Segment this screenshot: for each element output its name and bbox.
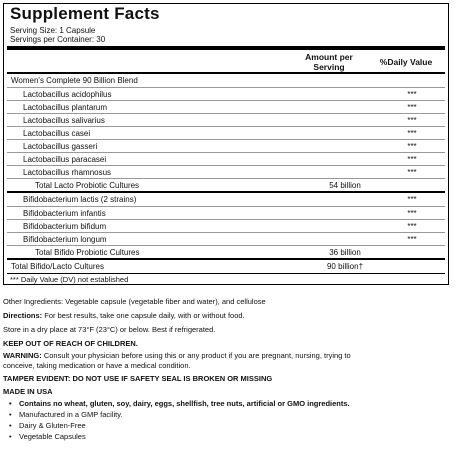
directions-text: For best results, take one capsule daily, with or without food.: [42, 311, 245, 320]
directions-label: Directions:: [3, 311, 43, 320]
bifido-strain-row: [7, 193, 445, 206]
dv-header: %Daily Value: [379, 57, 433, 67]
bifido-strain-name: Bifidobacterium infantis: [23, 209, 106, 218]
bifido-strain-dv: ***: [407, 195, 417, 204]
lacto-total-row: [7, 178, 445, 192]
grand-total-row: [7, 260, 445, 273]
storage: Store in a dry place at 73°F (23°C) or below. Best if refrigerated.: [3, 325, 216, 334]
lacto-strain-row: [7, 126, 445, 140]
amount-header: Amount per Serving: [305, 52, 353, 72]
grand-total-amount: 90 billion†: [326, 262, 364, 271]
lacto-strain-dv: ***: [407, 90, 417, 99]
bifido-total-amount: 36 billion: [329, 248, 361, 257]
bottom-divider: [7, 273, 445, 274]
lacto-total-amount: 54 billion: [329, 181, 361, 190]
bifido-strain-row: [7, 206, 445, 220]
made-in-usa: MADE IN USA: [3, 387, 53, 396]
warning-label: WARNING:: [3, 351, 42, 360]
feature-bullet: • Manufactured in a GMP facility.: [19, 409, 350, 420]
lacto-strain-dv: ***: [407, 103, 417, 112]
warning-text-1: Consult your physician before using this or any product if you are pregnant, nursing, trying to: [41, 351, 351, 360]
lacto-total-name: Total Lacto Probiotic Cultures: [35, 181, 140, 190]
bifido-strain-dv: ***: [407, 235, 417, 244]
bifido-strain-name: Bifidobacterium longum: [23, 235, 107, 244]
servings-per-container: Servings per Container: 30: [10, 35, 106, 44]
panel-title: Supplement Facts: [10, 4, 160, 23]
grand-total-name: Total Bifido/Lacto Cultures: [11, 262, 104, 271]
lacto-strain-dv: ***: [407, 168, 417, 177]
serving-size: Serving Size: 1 Capsule: [10, 26, 96, 35]
supplement-facts-panel: [3, 3, 449, 285]
lacto-strain-dv: ***: [407, 155, 417, 164]
keep-out-warning: KEEP OUT OF REACH OF CHILDREN.: [3, 339, 138, 348]
bifido-strain-name: Bifidobacterium lactis (2 strains): [23, 195, 137, 204]
lacto-strain-row: [7, 152, 445, 166]
thick-divider: [7, 46, 445, 50]
lacto-strain-dv: ***: [407, 116, 417, 125]
feature-bullet: • Contains no wheat, gluten, soy, dairy, eggs, shellfish, tree nuts, artificial or GMO ingredients.: [19, 398, 350, 409]
bifido-total-name: Total Bifido Probiotic Cultures: [35, 248, 140, 257]
bifido-strain-row: [7, 232, 445, 246]
lacto-strain-name: Lactobacillus rhamnosus: [23, 168, 112, 177]
bifido-strain-name: Bifidobacterium bifidum: [23, 222, 107, 231]
lacto-strain-name: Lactobacillus salivarius: [23, 116, 105, 125]
lacto-strain-dv: ***: [407, 142, 417, 151]
lacto-strain-name: Lactobacillus plantarum: [23, 103, 108, 112]
dv-footnote: *** Daily Value (DV) not established: [10, 275, 129, 284]
feature-bullets: [3, 398, 350, 442]
tamper-evident: TAMPER EVIDENT: DO NOT USE IF SAFETY SEAL IS BROKEN OR MISSING: [3, 374, 273, 383]
bifido-total-row: [7, 245, 445, 259]
warning: [3, 351, 351, 360]
lacto-strain-row: [7, 139, 445, 153]
feature-bullet: • Dairy & Gluten-Free: [19, 420, 350, 431]
lacto-strain-row: [7, 87, 445, 101]
bifido-strain-dv: ***: [407, 209, 417, 218]
other-ingredients: Other Ingredients: Vegetable capsule (vegetable fiber and water), and cellulose: [3, 297, 266, 306]
directions: [3, 311, 245, 320]
lacto-strain-name: Lactobacillus casei: [23, 129, 91, 138]
lacto-strain-row: [7, 165, 445, 179]
blend-name: Women's Complete 90 Billion Blend: [11, 76, 138, 85]
bifido-strain-row: [7, 219, 445, 233]
warning-line-2: conceive, taking medication or have a medical condition.: [3, 361, 191, 370]
bifido-strain-dv: ***: [407, 222, 417, 231]
lacto-strain-name: Lactobacillus gasseri: [23, 142, 98, 151]
lacto-strain-name: Lactobacillus paracasei: [23, 155, 107, 164]
lacto-strain-name: Lactobacillus acidophilus: [23, 90, 112, 99]
blend-row: [7, 74, 445, 87]
feature-bullet: • Vegetable Capsules: [19, 431, 350, 442]
lacto-strain-dv: ***: [407, 129, 417, 138]
lacto-strain-row: [7, 113, 445, 127]
lacto-strain-row: [7, 100, 445, 114]
